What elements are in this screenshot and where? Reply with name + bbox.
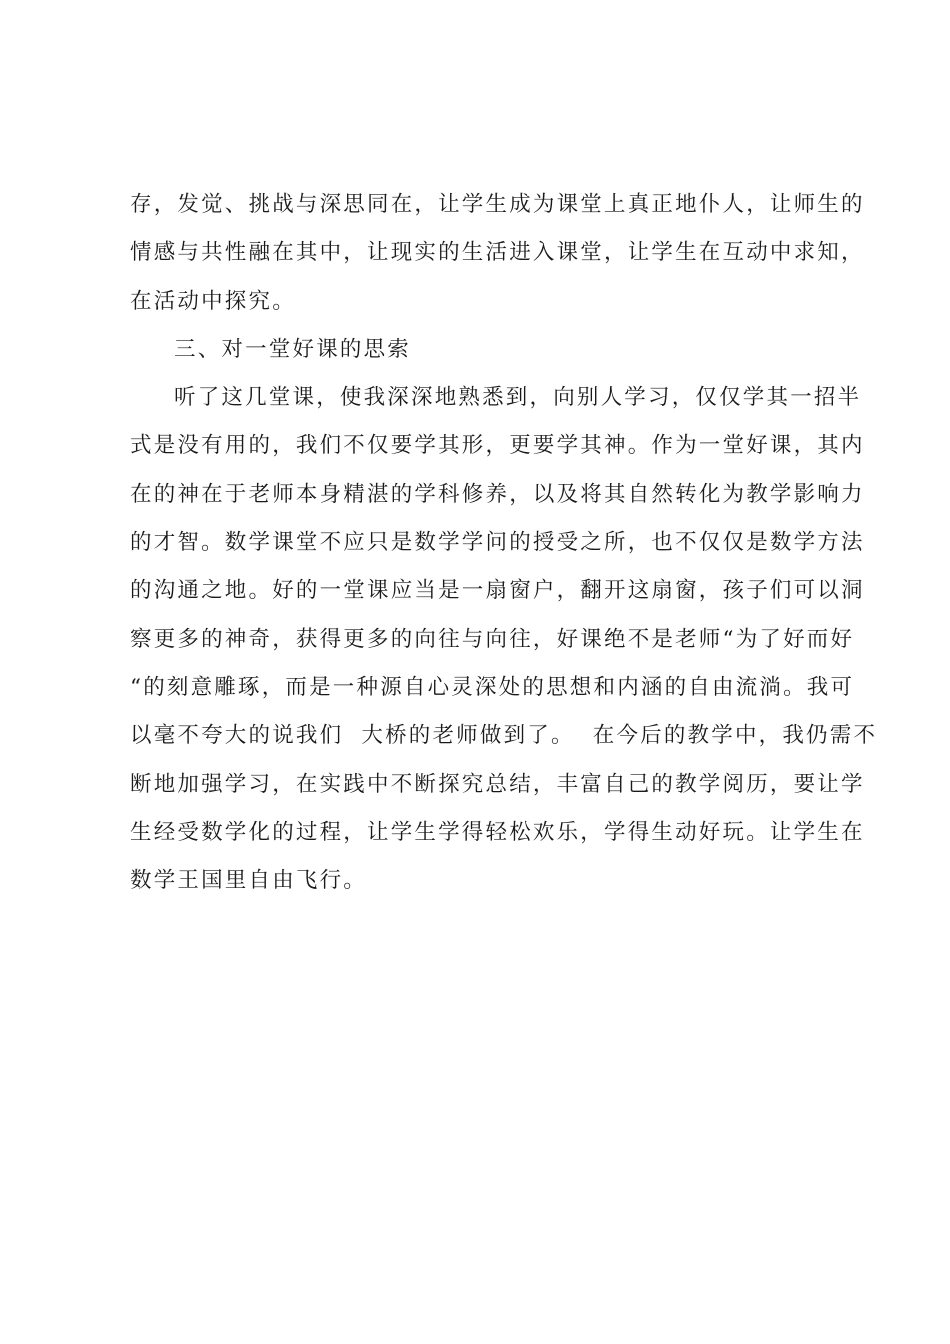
paragraph-line: 的沟通之地。好的一堂课应当是一扇窗户，翻开这扇窗，孩子们可以洞: [130, 578, 865, 604]
paragraph-line: 察更多的神奇，获得更多的向往与向往，好课绝不是老师“为了好而好: [130, 626, 855, 652]
document-body: [130, 181, 878, 905]
paragraph-line: 情感与共性融在其中，让现实的生活进入课堂，让学生在互动中求知，: [130, 240, 865, 266]
paragraph-line: 以毫不夸大的说我们 大桥的老师做到了。 在今后的教学中，我仍需不: [130, 723, 878, 749]
paragraph-line: 断地加强学习，在实践中不断探究总结，丰富自己的教学阅历，要让学: [130, 771, 865, 797]
paragraph-line: 数学王国里自由飞行。: [130, 868, 368, 894]
paragraph-line: 在的神在于老师本身精湛的学科修养，以及将其自然转化为教学影响力: [130, 481, 865, 507]
paragraph-line: 在活动中探究。: [130, 288, 296, 314]
paragraph-line: 式是没有用的，我们不仅要学其形，更要学其神。作为一堂好课，其内: [130, 433, 865, 459]
paragraph-line: “的刻意雕琢，而是一种源自心灵深处的思想和内涵的自由流淌。我可: [130, 674, 855, 700]
paragraph-line: 存，发觉、挑战与深思同在，让学生成为课堂上真正地仆人，让师生的: [130, 192, 865, 217]
section-heading: 三、对一堂好课的思索: [174, 336, 412, 362]
paragraph-line: 听了这几堂课，使我深深地熟悉到，向别人学习，仅仅学其一招半: [174, 385, 862, 411]
paragraph-line: 生经受数学化的过程，让学生学得轻松欢乐，学得生动好玩。让学生在: [130, 819, 865, 845]
paragraph-line: 的才智。数学课堂不应只是数学学问的授受之所，也不仅仅是数学方法: [130, 530, 865, 556]
